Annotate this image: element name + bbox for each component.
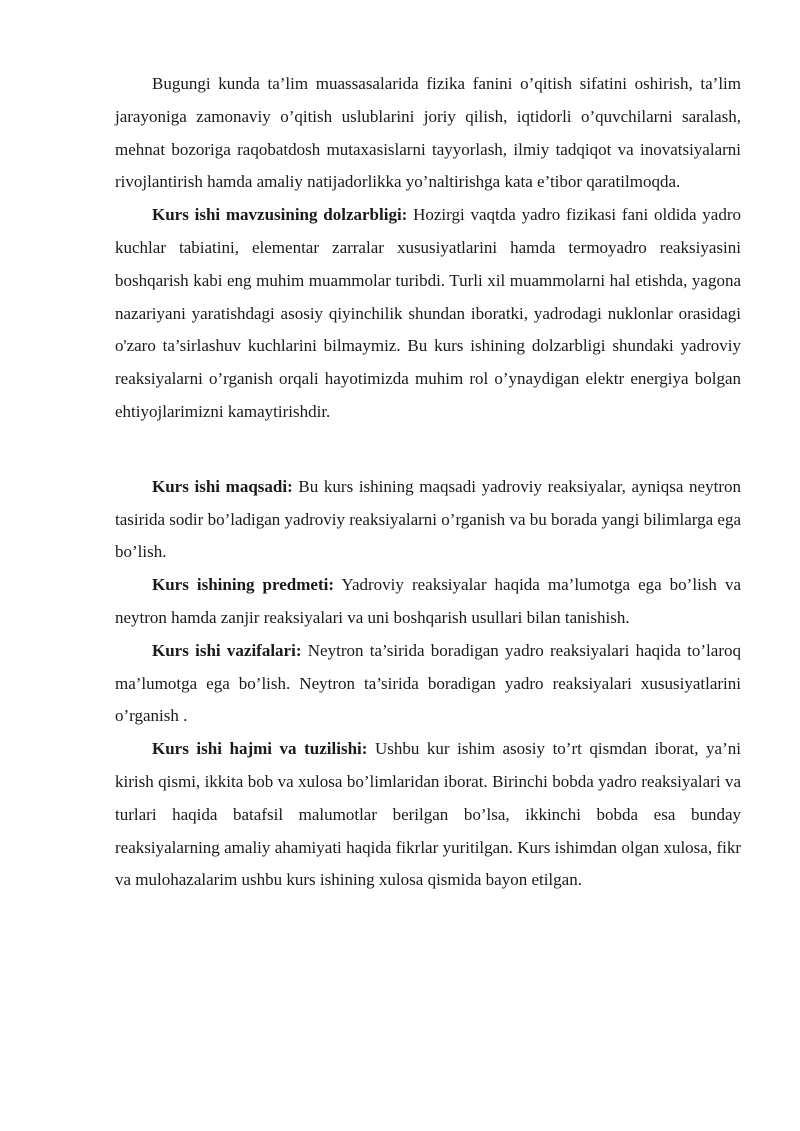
paragraph-text: Ushbu kur ishim asosiy to’rt qismdan iborat, ya’ni kirish qismi, ikkita bob va xulosa bo’limlaridan iborat. Birinchi bobda yadro reaksiyalari va turlari haqida batafsil malumotlar berilgan bo’lsa, ikkinchi bobda esa bunday reaksiyalarning amaliy ahamiyati haqida fikrlar yuritilgan. Kurs ishimdan olgan xulosa, fikr va mulohazalarim ushbu kurs ishining xulosa qismida bayon etilgan. <box>115 739 741 890</box>
paragraph-lead: Kurs ishining predmeti: <box>152 575 334 595</box>
document-body <box>115 68 741 897</box>
paragraph-text: Bu kurs ishining maqsadi yadroviy reaksiyalar, ayniqsa neytron tasirida sodir bo’ladigan yadroviy reaksiyalarni o’rganish va bu borada yangi bilimlarga ega bo’lish. <box>115 476 741 562</box>
paragraph-lead: Kurs ishi mavzusining dolzarbligi: <box>152 205 408 225</box>
paragraph-goal <box>115 471 741 569</box>
paragraph-subject <box>115 569 741 635</box>
paragraph-text: Yadroviy reaksiyalar haqida ma’lumotga ega bo’lish va neytron hamda zanjir reaksiyalari va uni boshqarish usullari bilan tanishish. <box>115 575 741 627</box>
paragraph-introduction <box>115 68 741 199</box>
paragraph-text: Neytron ta’sirida boradigan yadro reaksiyalari haqida to’laroq ma’lumotga ega bo’lish. Neytron ta’sirida boradigan yadro reaksiyalari xususiyatlarini o’rganish . <box>115 640 741 726</box>
paragraph-structure <box>115 733 741 897</box>
paragraph-lead: Kurs ishi vazifalari: <box>152 640 302 660</box>
paragraph-spacer <box>115 429 741 471</box>
paragraph-relevance <box>115 199 741 429</box>
paragraph-tasks <box>115 635 741 733</box>
paragraph-lead: Kurs ishi maqsadi: <box>152 476 293 496</box>
paragraph-text: Hozirgi vaqtda yadro fizikasi fani oldida yadro kuchlar tabiatini, elementar zarralar xususiyatlarini hamda termoyadro reaksiyasini boshqarish kabi eng muhim muammolar turibdi. Turli xil muammolarni hal etishda, yagona nazariyani yaratishdagi asosiy qiyinchilik shundan iboratki, yadrodagi nuklonlar orasidagi o'zaro ta’sirlashuv kuchlarini bilmaymiz. Bu kurs ishining dolzarbligi shundaki yadroviy reaksiyalarni o’rganish orqali hayotimizda muhim rol o’ynaydigan elektr energiya bolgan ehtiyojlarimizni kamaytirishdir. <box>115 205 742 421</box>
paragraph-lead: Kurs ishi hajmi va tuzilishi: <box>152 739 368 759</box>
paragraph-text: Bugungi kunda ta’lim muassasalarida fizika fanini o’qitish sifatini oshirish, ta’lim jarayoniga zamonaviy o’qitish uslublarini joriy qilish, iqtidorli o’quvchilarni saralash, mehnat bozoriga raqobatdosh mutaxasislarni tayyorlash, ilmiy tadqiqot va inovatsiyalarni rivojlantirish hamda amaliy natijadorlikka yo’naltirishga kata e’tibor qaratilmoqda. <box>115 74 741 192</box>
